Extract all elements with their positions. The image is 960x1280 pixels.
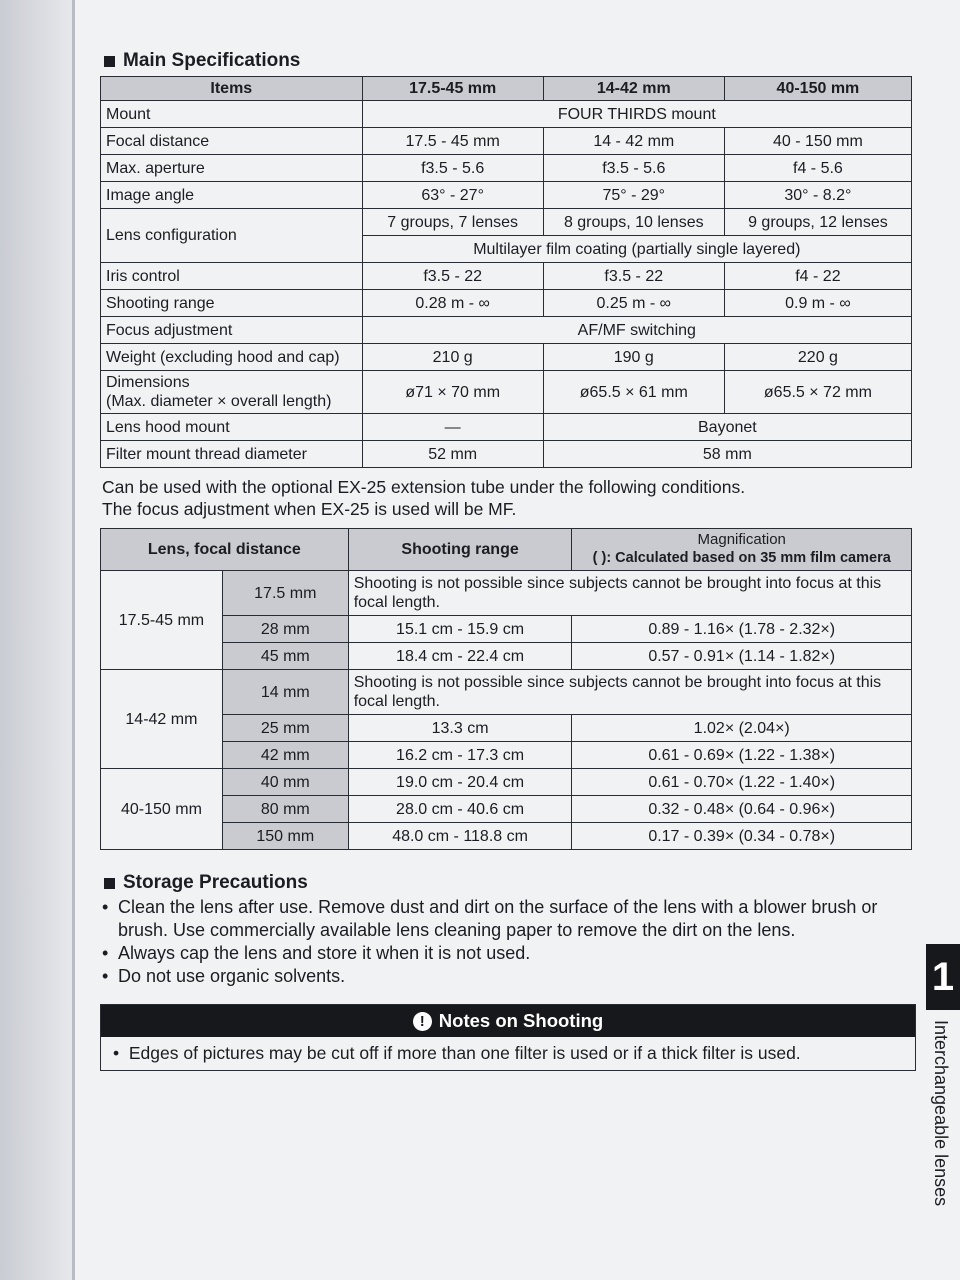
cell-value: 40 - 150 mm bbox=[724, 128, 911, 155]
list-item: • Clean the lens after use. Remove dust and dirt on the surface of the lens with a blower brush or brush. Use commercially available lens cleaning paper to remove the dirt on the lens. bbox=[100, 896, 912, 942]
header-lens-focal: Lens, focal distance bbox=[101, 529, 349, 571]
spec-row-focal bbox=[101, 128, 912, 155]
dimensions-label-sub: (Max. diameter × overall length) bbox=[106, 393, 332, 410]
focal-cell: 17.5 mm bbox=[222, 571, 348, 616]
row-label: Filter mount thread diameter bbox=[101, 441, 363, 468]
focal-cell: 150 mm bbox=[222, 823, 348, 850]
row-label: Focus adjustment bbox=[101, 317, 363, 344]
cell-value: Bayonet bbox=[543, 414, 911, 441]
mag-cell: 0.32 - 0.48× (0.64 - 0.96×) bbox=[572, 796, 912, 823]
manual-page bbox=[100, 50, 912, 1071]
cell-value: 30° - 8.2° bbox=[724, 182, 911, 209]
row-label: Iris control bbox=[101, 263, 363, 290]
cell-value: 0.9 m - ∞ bbox=[724, 290, 911, 317]
cell-value: f3.5 - 22 bbox=[543, 263, 724, 290]
lens-group-label: 14-42 mm bbox=[101, 670, 223, 769]
focal-cell: 25 mm bbox=[222, 715, 348, 742]
row-label: Image angle bbox=[101, 182, 363, 209]
notes-body: • Edges of pictures may be cut off if more than one filter is used or if a thick filter is used. bbox=[113, 1043, 801, 1063]
range-cell: 18.4 cm - 22.4 cm bbox=[348, 643, 572, 670]
cell-value: Multilayer film coating (partially single layered) bbox=[362, 236, 911, 263]
mag-cell: 0.89 - 1.16× (1.78 - 2.32×) bbox=[572, 616, 912, 643]
main-specs-table bbox=[100, 76, 912, 468]
spec-row-iris bbox=[101, 263, 912, 290]
table-row bbox=[101, 715, 912, 742]
header-lens-14-42: 14-42 mm bbox=[543, 77, 724, 101]
chapter-label: Interchangeable lenses bbox=[931, 1020, 951, 1207]
not-possible-cell: Shooting is not possible since subjects cannot be brought into focus at this focal length. bbox=[348, 670, 911, 715]
table-row bbox=[101, 823, 912, 850]
table-row bbox=[101, 616, 912, 643]
lens-group-label: 40-150 mm bbox=[101, 769, 223, 850]
storage-list bbox=[100, 896, 912, 988]
cell-value: ø65.5 × 61 mm bbox=[543, 371, 724, 414]
row-label: Lens configuration bbox=[101, 209, 363, 263]
spec-row-focus bbox=[101, 317, 912, 344]
exclamation-icon: ! bbox=[413, 1012, 432, 1031]
cell-value: f4 - 5.6 bbox=[724, 155, 911, 182]
lens-group-label: 17.5-45 mm bbox=[101, 571, 223, 670]
dimensions-label: Dimensions bbox=[106, 374, 190, 391]
notes-header: ! Notes on Shooting bbox=[101, 1005, 915, 1037]
ex25-table bbox=[100, 528, 912, 850]
book-gutter bbox=[0, 0, 72, 1280]
row-label: Max. aperture bbox=[101, 155, 363, 182]
header-shooting-range: Shooting range bbox=[348, 529, 572, 571]
table-row bbox=[101, 643, 912, 670]
magnification-subtitle: ( ): Calculated based on 35 mm film camera bbox=[592, 550, 891, 566]
list-item: • Do not use organic solvents. bbox=[100, 965, 912, 988]
table-row bbox=[101, 769, 912, 796]
mag-cell: 1.02× (2.04×) bbox=[572, 715, 912, 742]
storage-section bbox=[100, 872, 912, 988]
header-items: Items bbox=[101, 77, 363, 101]
mag-cell: 0.57 - 0.91× (1.14 - 1.82×) bbox=[572, 643, 912, 670]
range-cell: 16.2 cm - 17.3 cm bbox=[348, 742, 572, 769]
focal-cell: 40 mm bbox=[222, 769, 348, 796]
ex25-header-row bbox=[101, 529, 912, 571]
spec-row-angle bbox=[101, 182, 912, 209]
cell-value: f4 - 22 bbox=[724, 263, 911, 290]
range-cell: 19.0 cm - 20.4 cm bbox=[348, 769, 572, 796]
cell-value: FOUR THIRDS mount bbox=[362, 101, 911, 128]
spec-row-filter bbox=[101, 441, 912, 468]
spec-header-row bbox=[101, 77, 912, 101]
cell-value: 7 groups, 7 lenses bbox=[362, 209, 543, 236]
table-row bbox=[101, 796, 912, 823]
spec-row-dimensions bbox=[101, 371, 912, 414]
cell-value: f3.5 - 5.6 bbox=[543, 155, 724, 182]
cell-value: 0.28 m - ∞ bbox=[362, 290, 543, 317]
focal-cell: 42 mm bbox=[222, 742, 348, 769]
square-bullet-icon bbox=[104, 878, 115, 889]
not-possible-cell: Shooting is not possible since subjects cannot be brought into focus at this focal length. bbox=[348, 571, 911, 616]
page-edge bbox=[72, 0, 75, 1280]
cell-value: 14 - 42 mm bbox=[543, 128, 724, 155]
cell-value: ø71 × 70 mm bbox=[362, 371, 543, 414]
row-label: Focal distance bbox=[101, 128, 363, 155]
spec-row-weight bbox=[101, 344, 912, 371]
cell-value: 9 groups, 12 lenses bbox=[724, 209, 911, 236]
bullet-icon: • bbox=[113, 1043, 129, 1063]
range-cell: 15.1 cm - 15.9 cm bbox=[348, 616, 572, 643]
spec-row-aperture bbox=[101, 155, 912, 182]
cell-value: 8 groups, 10 lenses bbox=[543, 209, 724, 236]
ex25-note: Can be used with the optional EX-25 extension tube under the following conditions. The focus adjustment when EX-25 is used will be MF. bbox=[102, 477, 746, 519]
mag-cell: 0.61 - 0.70× (1.22 - 1.40×) bbox=[572, 769, 912, 796]
cell-value: 220 g bbox=[724, 344, 911, 371]
row-label: Mount bbox=[101, 101, 363, 128]
cell-value: 58 mm bbox=[543, 441, 911, 468]
focal-cell: 28 mm bbox=[222, 616, 348, 643]
cell-value: 210 g bbox=[362, 344, 543, 371]
storage-title: Storage Precautions bbox=[104, 872, 912, 894]
header-lens-40-150: 40-150 mm bbox=[724, 77, 911, 101]
list-item: • Always cap the lens and store it when it is not used. bbox=[100, 942, 912, 965]
spec-row-range bbox=[101, 290, 912, 317]
table-row bbox=[101, 571, 912, 616]
cell-value: 75° - 29° bbox=[543, 182, 724, 209]
range-cell: 48.0 cm - 118.8 cm bbox=[348, 823, 572, 850]
mag-cell: 0.61 - 0.69× (1.22 - 1.38×) bbox=[572, 742, 912, 769]
range-cell: 13.3 cm bbox=[348, 715, 572, 742]
cell-value: 17.5 - 45 mm bbox=[362, 128, 543, 155]
main-specs-title: Main Specifications bbox=[104, 50, 912, 72]
spec-row-mount bbox=[101, 101, 912, 128]
chapter-number-tab: 1 bbox=[926, 944, 960, 1010]
table-row bbox=[101, 742, 912, 769]
cell-value: ø65.5 × 72 mm bbox=[724, 371, 911, 414]
cell-value: f3.5 - 5.6 bbox=[362, 155, 543, 182]
focal-cell: 14 mm bbox=[222, 670, 348, 715]
magnification-title: Magnification bbox=[697, 531, 786, 548]
cell-value: f3.5 - 22 bbox=[362, 263, 543, 290]
cell-value: 63° - 27° bbox=[362, 182, 543, 209]
mag-cell: 0.17 - 0.39× (0.34 - 0.78×) bbox=[572, 823, 912, 850]
range-cell: 28.0 cm - 40.6 cm bbox=[348, 796, 572, 823]
row-label: Weight (excluding hood and cap) bbox=[101, 344, 363, 371]
cell-value: 190 g bbox=[543, 344, 724, 371]
row-label bbox=[101, 371, 363, 414]
notes-on-shooting-box bbox=[100, 1004, 916, 1071]
focal-cell: 45 mm bbox=[222, 643, 348, 670]
header-lens-17-45: 17.5-45 mm bbox=[362, 77, 543, 101]
spec-row-hood bbox=[101, 414, 912, 441]
square-bullet-icon bbox=[104, 56, 115, 67]
cell-value: 0.25 m - ∞ bbox=[543, 290, 724, 317]
cell-value: — bbox=[362, 414, 543, 441]
focal-cell: 80 mm bbox=[222, 796, 348, 823]
cell-value: 52 mm bbox=[362, 441, 543, 468]
row-label: Lens hood mount bbox=[101, 414, 363, 441]
spec-row-lens-config bbox=[101, 209, 912, 236]
row-label: Shooting range bbox=[101, 290, 363, 317]
table-row bbox=[101, 670, 912, 715]
cell-value: AF/MF switching bbox=[362, 317, 911, 344]
header-magnification bbox=[572, 529, 912, 571]
